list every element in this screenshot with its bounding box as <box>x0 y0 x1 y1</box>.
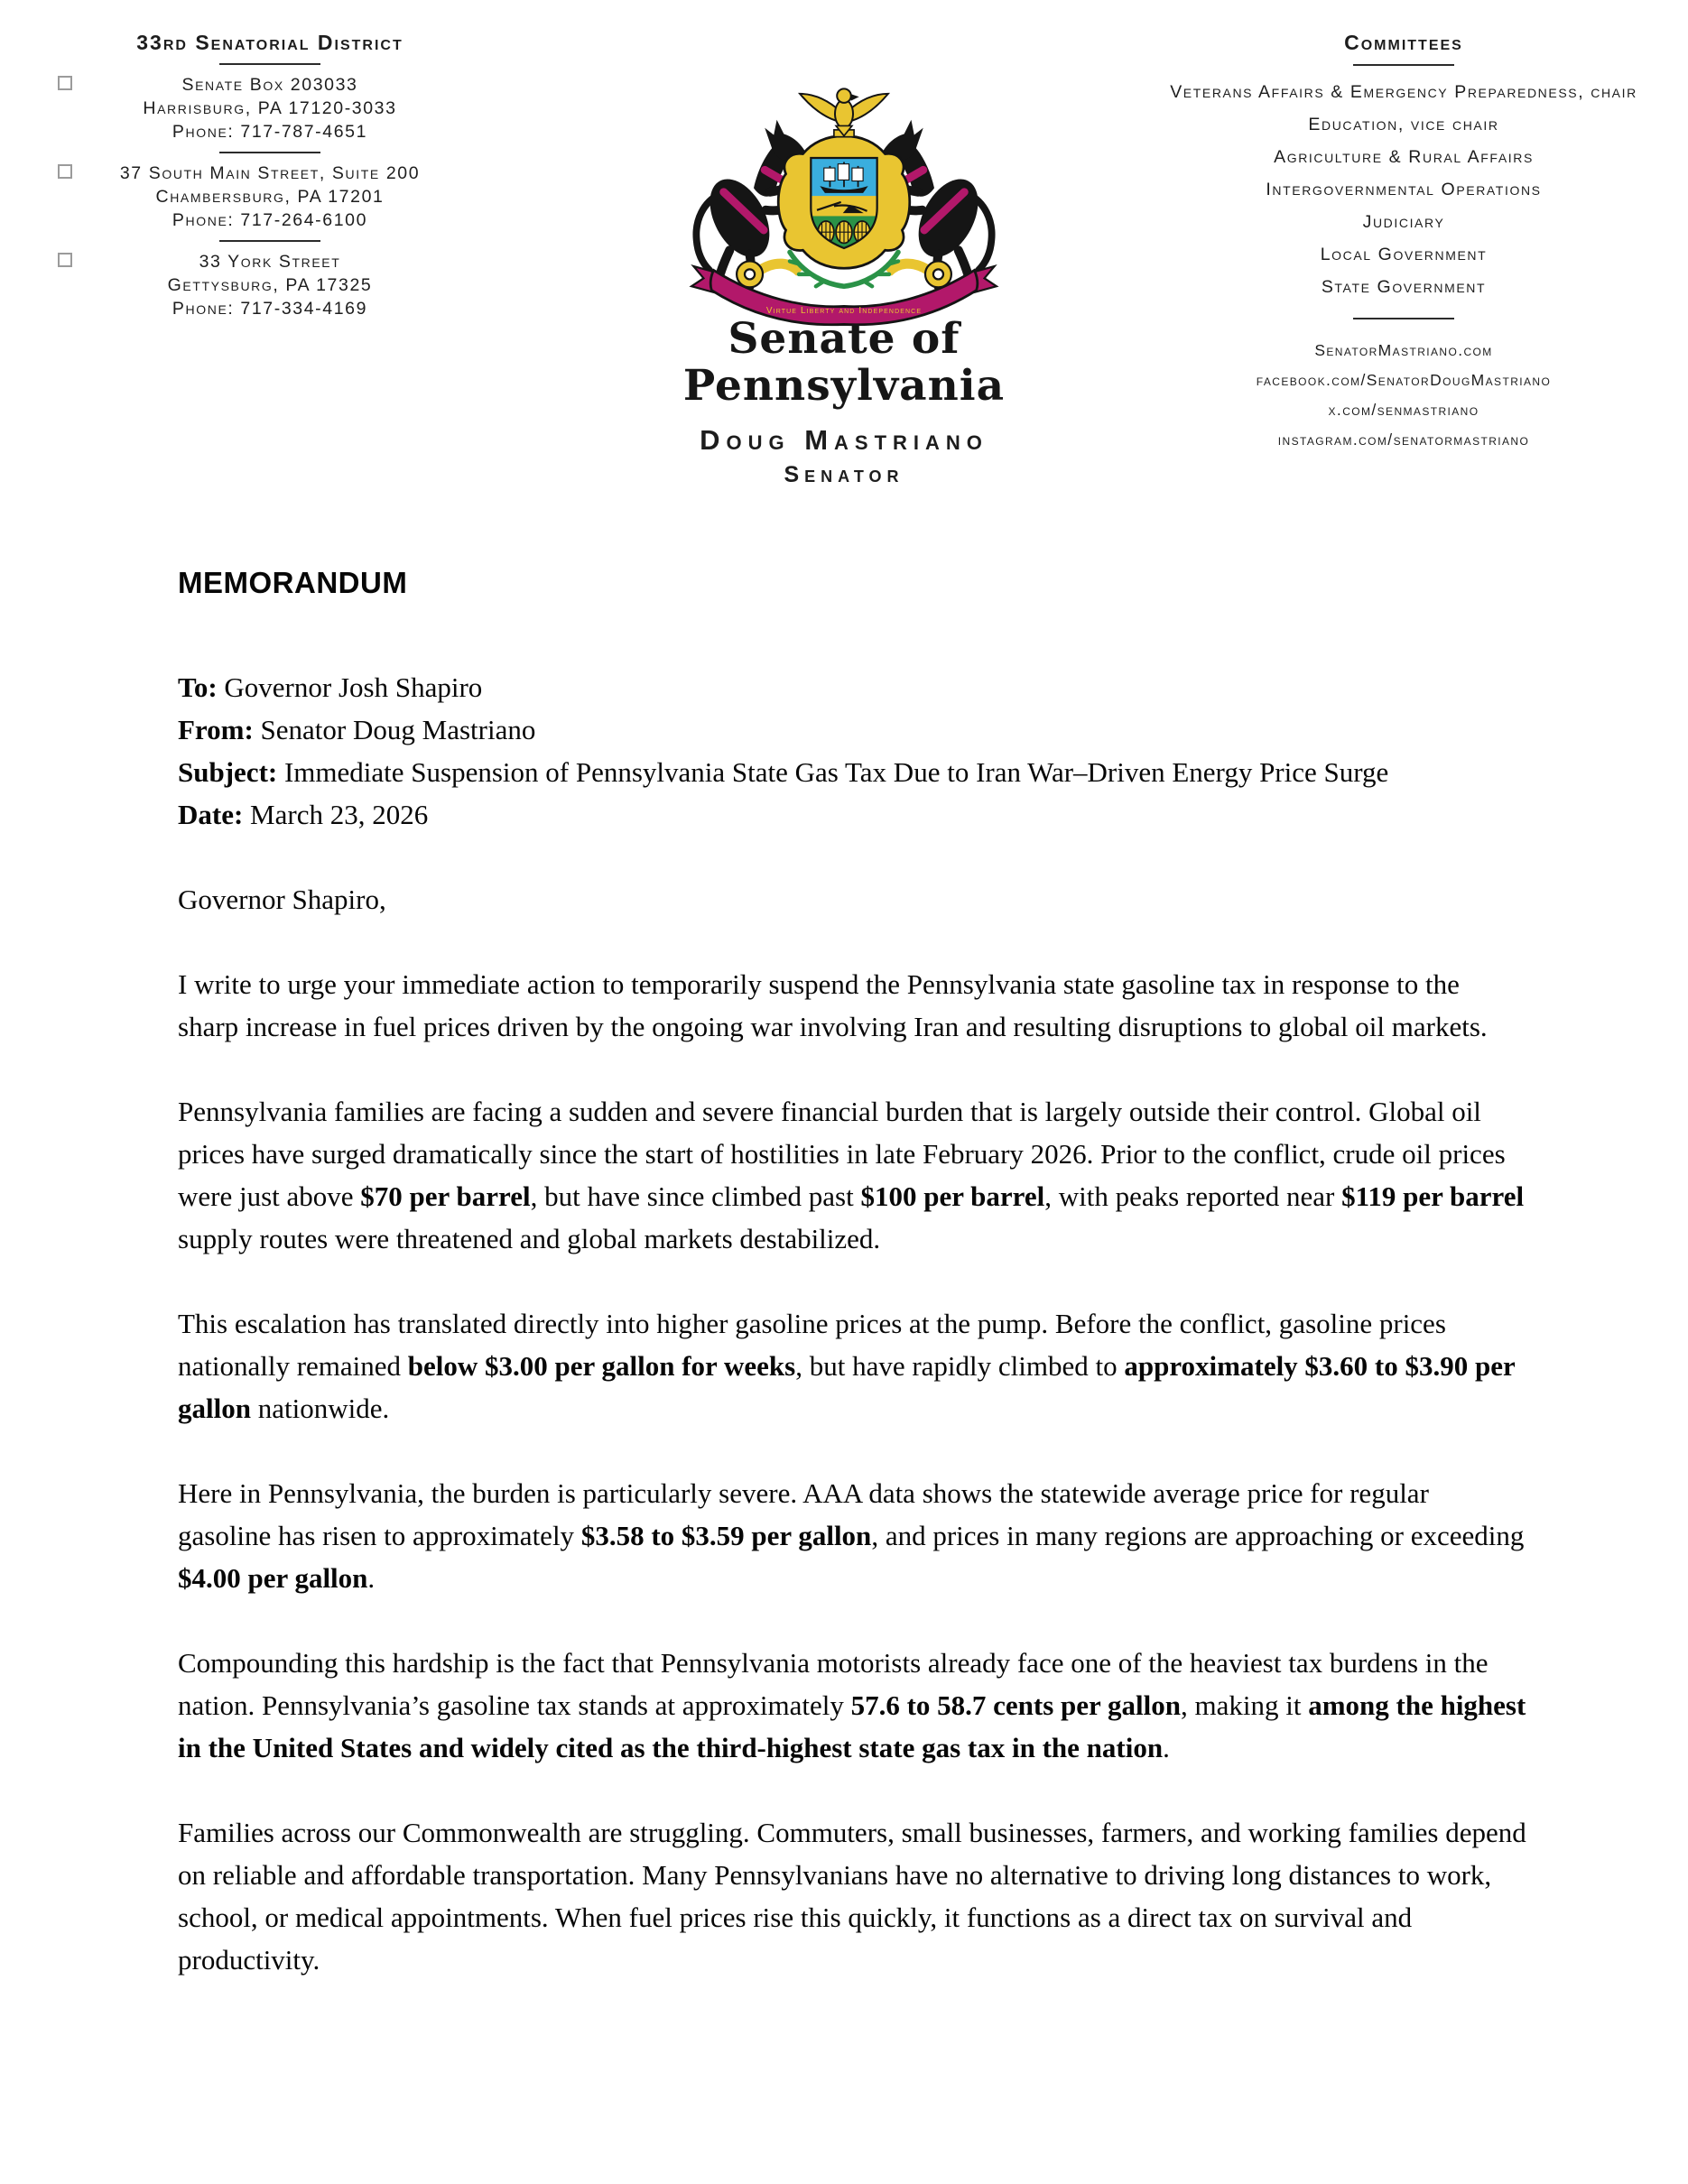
office-address-line: Gettysburg, PA 17325 <box>167 275 373 295</box>
district-office <box>54 162 486 232</box>
text: Here in Pennsylvania, the burden is particularly severe. AAA data shows the statewide average price for regular gasoline has risen to approximately <box>178 1477 1429 1551</box>
memo-meta-label: To: <box>178 671 218 703</box>
committee-item: Agriculture & Rural Affairs <box>1274 147 1534 167</box>
office-checkbox <box>58 164 72 179</box>
bold-text: $100 per barrel <box>860 1180 1045 1212</box>
web-links <box>1145 339 1663 451</box>
bold-text: $119 per barrel <box>1341 1180 1525 1212</box>
web-link: x.com/senmastriano <box>1328 401 1479 419</box>
text: Compounding this hardship is the fact that Pennsylvania motorists already face one of the heaviest tax burdens in the nation. Pennsylvania’s gasoline tax stands at approximately <box>178 1647 1489 1721</box>
office-checkbox <box>58 76 72 90</box>
memo-meta-label: Subject: <box>178 756 278 788</box>
bold-text: approximately $3.60 to $3.90 per gallon <box>178 1350 1516 1424</box>
committee-item: Local Government <box>1320 245 1488 264</box>
text: This escalation has translated directly into higher gasoline prices at the pump. Before the conflict, gasoline prices nationally remained <box>178 1308 1446 1382</box>
committee-list <box>1145 80 1663 300</box>
memo-body <box>178 565 1526 2023</box>
committees-title: Committees <box>1344 31 1463 54</box>
memo-meta-value: Governor Josh Shapiro <box>217 671 483 703</box>
memo-salutation: Governor Shapiro, <box>178 884 386 915</box>
committee-item: Judiciary <box>1362 212 1445 232</box>
web-link: SenatorMastriano.com <box>1314 341 1493 359</box>
letterhead-center <box>578 60 1110 488</box>
memo-meta-row <box>178 708 1526 751</box>
district-office <box>54 73 486 143</box>
divider <box>219 63 320 65</box>
bold-text: $3.58 to $3.59 per gallon <box>580 1520 872 1551</box>
senator-title: Senator <box>784 462 904 487</box>
district-office-list <box>54 73 486 320</box>
text: Pennsylvania families are facing a sudden and severe financial burden that is largely outside their control. Global oil prices have surged dramatically since the start of hostilities in late February 2026. Prior to the conflict, crude oil prices were just above <box>178 1096 1506 1212</box>
web-link: instagram.com/senatormastriano <box>1277 430 1530 449</box>
office-address-line: Senate Box 203033 <box>181 75 358 95</box>
bold-text: $4.00 per gallon <box>178 1562 368 1594</box>
divider <box>1353 64 1454 66</box>
memo-paragraphs <box>178 963 1526 1981</box>
office-address-line: Phone: 717-334-4169 <box>172 299 368 319</box>
memo-paragraph <box>178 1811 1526 1981</box>
memo-meta-value: March 23, 2026 <box>243 799 429 830</box>
bold-text: 57.6 to 58.7 cents per gallon <box>850 1689 1181 1721</box>
office-address-line: Chambersburg, PA 17201 <box>155 187 385 207</box>
memo-meta-row <box>178 666 1526 708</box>
memo-paragraph <box>178 963 1526 1048</box>
committee-item: Education, vice chair <box>1308 115 1499 134</box>
text: , but have rapidly climbed to <box>795 1350 1125 1382</box>
text: Families across our Commonwealth are struggling. Commuters, small businesses, farmers, and working families depend on reliable and affordable transportation. Many Pennsylvanians have no alternative to driving long distances to work, school, or medical appointments. When fuel prices rise this quickly, it functions as a direct tax on survival and productivity. <box>178 1817 1526 1976</box>
divider <box>219 152 320 153</box>
committees-column <box>1145 31 1663 458</box>
bold-text: below $3.00 per gallon for weeks <box>407 1350 796 1382</box>
district-title: 33rd Senatorial District <box>136 31 403 54</box>
shield <box>778 136 910 269</box>
text: . <box>1163 1732 1170 1763</box>
divider <box>219 240 320 242</box>
office-address-line: Harrisburg, PA 17120-3033 <box>143 98 397 118</box>
text: , with peaks reported near <box>1044 1180 1342 1212</box>
memo-meta-row <box>178 793 1526 836</box>
memo-paragraph <box>178 1642 1526 1769</box>
memo-heading: MEMORANDUM <box>178 566 408 599</box>
memo-meta-value: Senator Doug Mastriano <box>253 714 536 745</box>
memo-meta-block <box>178 666 1526 836</box>
text: I write to urge your immediate action to temporarily suspend the Pennsylvania state gasoline tax in response to the sharp increase in fuel prices driven by the ongoing war involving Iran and resulting disruptions to global oil markets. <box>178 968 1488 1042</box>
text: , but have since climbed past <box>530 1180 861 1212</box>
bold-text: among the highest in the United States and widely cited as the third-highest state gas tax in the nation <box>178 1689 1526 1763</box>
bold-text: $70 per barrel <box>360 1180 531 1212</box>
memo-meta-value: Immediate Suspension of Pennsylvania State Gas Tax Due to Iran War–Driven Energy Price Surge <box>277 756 1389 788</box>
memo-meta-row <box>178 751 1526 793</box>
eagle-icon <box>800 88 888 136</box>
district-office <box>54 250 486 320</box>
text: , making it <box>1180 1689 1309 1721</box>
memo-paragraph <box>178 1090 1526 1260</box>
office-address-line: Phone: 717-787-4651 <box>172 122 368 142</box>
office-address-line: 33 York Street <box>199 252 341 272</box>
text: nationwide. <box>250 1393 390 1424</box>
crest-motto: Virtue Liberty and Independence <box>765 306 923 317</box>
office-address-line: Phone: 717-264-6100 <box>172 210 368 230</box>
text: supply routes were threatened and global markets destabilized. <box>178 1223 881 1254</box>
district-offices-column <box>54 31 486 327</box>
office-checkbox <box>58 253 72 267</box>
text: . <box>367 1562 376 1594</box>
memo-paragraph <box>178 1472 1526 1599</box>
senate-body-name: Senate of Pennsylvania <box>682 314 1006 411</box>
memo-paragraph <box>178 1302 1526 1430</box>
memo-meta-label: From: <box>178 714 254 745</box>
pennsylvania-coat-of-arms <box>663 60 1025 317</box>
memo-meta-label: Date: <box>178 799 244 830</box>
senator-name: Doug Mastriano <box>700 424 988 456</box>
committee-item: Veterans Affairs & Emergency Preparedness, chair <box>1170 82 1637 102</box>
committee-item: State Government <box>1321 277 1487 297</box>
text: , and prices in many regions are approaching or exceeding <box>871 1520 1525 1551</box>
committee-item: Intergovernmental Operations <box>1266 180 1542 199</box>
web-link: facebook.com/SenatorDougMastriano <box>1256 371 1552 389</box>
divider <box>1353 318 1454 319</box>
office-address-line: 37 South Main Street, Suite 200 <box>119 163 421 183</box>
